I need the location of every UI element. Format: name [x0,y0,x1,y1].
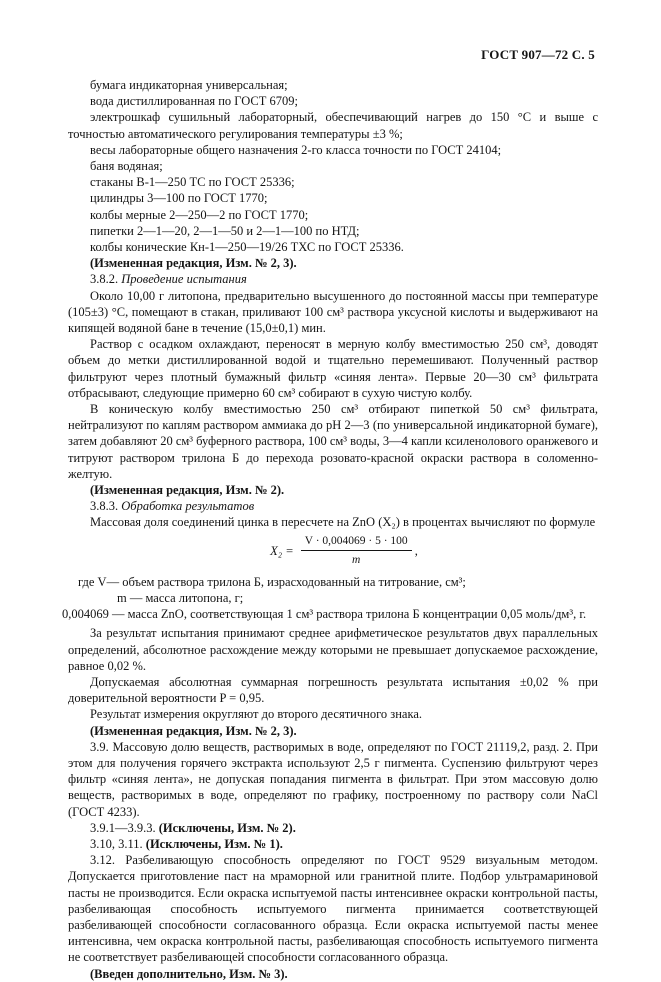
formula [90,534,598,568]
amendment-note: (Измененная редакция, Изм. № 2, 3). [90,256,297,271]
section-title: Проведение испытания [121,272,247,287]
equipment-item: баня водяная; [90,159,163,174]
equipment-item: стаканы В-1—250 ТС по ГОСТ 25336; [90,175,295,190]
amendment-note: (Введен дополнительно, Изм. № 3). [90,966,288,981]
paragraph: Допускаемая абсолютная суммарная погрешность результата испытания ±0,02 % при доверительной вероятности P = 0,95. [68,674,598,706]
where-item: m — масса литопона, г; [117,590,244,605]
formula-denominator: m [352,554,361,567]
clause-number: 3.10, 3.11. [90,836,143,851]
section-number: 3.8.3. [90,499,119,514]
where-item: где V— объем раствора трилона Б, израсходованный на титрование, см³; [78,574,466,589]
equipment-list [68,77,598,255]
clause-number: 3.9.1—3.9.3. [90,820,156,835]
paragraph: За результат испытания принимают среднее арифметическое результатов двух параллельных определений, абсолютное расхождение между которыми не превышает допускаемое расхождение, равное 0,02 %. [68,626,598,673]
formula-fraction [301,533,412,568]
formula-tail: , [414,543,418,558]
paragraph: 3.12. Разбеливающую способность определяют по ГОСТ 9529 визуальным методом. Допускается приготовление паст на мраморной или гранитной плите. Подбор ультрамариновой пасты не производится. Если окраска испытуемой пасты интенсивнее окраски контрольной пасты, разбеливающая способность испытуемого пигмента принимается соответствующей разбеливающей способности согласованного образца. Если окраска испытуемой пасты менее интенсивна, чем окраска контрольной пасты, разбеливающая способность испытуемого пигмента не соответствует разбеливающей способности согласованного образца. [68,853,598,965]
where-item: 0,004069 — масса ZnO, соответствующая 1 см³ раствора трилона Б концентрации 0,05 моль/дм³, г. [62,607,587,622]
formula-lhs: X₂ = [270,543,294,558]
section-heading-3-8-2 [90,271,598,287]
equipment-item: цилиндры 3—100 по ГОСТ 1770; [90,191,268,206]
paragraph: Результат измерения округляют до второго десятичного знака. [90,707,422,722]
paragraph-exclusion [90,836,598,852]
equipment-item: вода дистиллированная по ГОСТ 6709; [90,94,298,109]
exclusion-note: (Исключены, Изм. № 2). [158,820,296,835]
equipment-item: бумага индикаторная универсальная; [90,78,288,92]
amendment-note: (Измененная редакция, Изм. № 2, 3). [90,723,297,738]
exclusion-note: (Исключены, Изм. № 1). [145,836,283,851]
section-heading-3-8-3 [90,498,598,514]
equipment-item: колбы мерные 2—250—2 по ГОСТ 1770; [90,207,309,222]
equipment-item: пипетки 2—1—20, 2—1—50 и 2—1—100 по НТД; [90,223,360,238]
paragraph: 3.9. Массовую долю веществ, растворимых в воде, определяют по ГОСТ 21119,2, разд. 2. При этом для получения горячего экстракта используют 2,5 г пигмента. Суспензию фильтруют через фильтр «синяя лента», не допуская попадания пигмента в фильтрат. При этом массовую долю веществ, растворимых в воде, определяют по графику, построенному по раствору соли NaCl (ГОСТ 4233). [68,739,598,819]
paragraph-exclusion [90,820,598,836]
paragraph: Раствор с осадком охлаждают, переносят в мерную колбу вместимостью 250 см³, доводят объем до метки дистиллированной водой и тщательно перемешивают. Полученный раствор фильтруют через плотный бумажный фильтр «синяя лента». Первые 20—30 см³ фильтрата отбрасывают, следующие примерно 60 см³ собирают в сухую чистую колбу. [68,337,598,400]
section-title: Обработка результатов [121,499,255,514]
equipment-item: весы лабораторные общего назначения 2-го класса точности по ГОСТ 24104; [90,142,502,157]
section-number: 3.8.2. [90,272,119,287]
page-header: ГОСТ 907—72 С. 5 [481,47,595,62]
paragraph: В коническую колбу вместимостью 250 см³ отбирают пипеткой 50 см³ фильтрата, нейтрализуют по каплям раствором аммиака до рН 2—3 (по универсальной индикаторной бумаге), затем добавляют 20 см³ буферного раствора, 100 см³ воды, 3—4 капли ксиленолового оранжевого и титруют раствором трилона Б до перехода розовато-красной окраски раствора в соломенно-желтую. [68,402,599,481]
paragraph: Массовая доля соединений цинка в пересчете на ZnO (X₂) в процентах вычисляют по формуле [90,515,596,530]
equipment-item: колбы конические Кн-1—250—19/26 ТХС по ГОСТ 25336. [90,240,404,255]
paragraph: Около 10,00 г литопона, предварительно высушенного до постоянной массы при температуре (105±3) °С, помещают в стакан, приливают 100 см³ раствора уксусной кислоты и выдерживают на кипящей водяной бане в течение (15,0±0,1) мин. [68,288,598,336]
formula-numerator: V · 0,004069 · 5 · 100 [301,533,412,551]
amendment-note: (Измененная редакция, Изм. № 2). [90,483,285,498]
document-body [62,77,599,982]
equipment-item: электрошкаф сушильный лабораторный, обеспечивающий нагрев до 150 °С и выше с точностью автоматического регулирования температуры ±3 %; [68,110,598,141]
